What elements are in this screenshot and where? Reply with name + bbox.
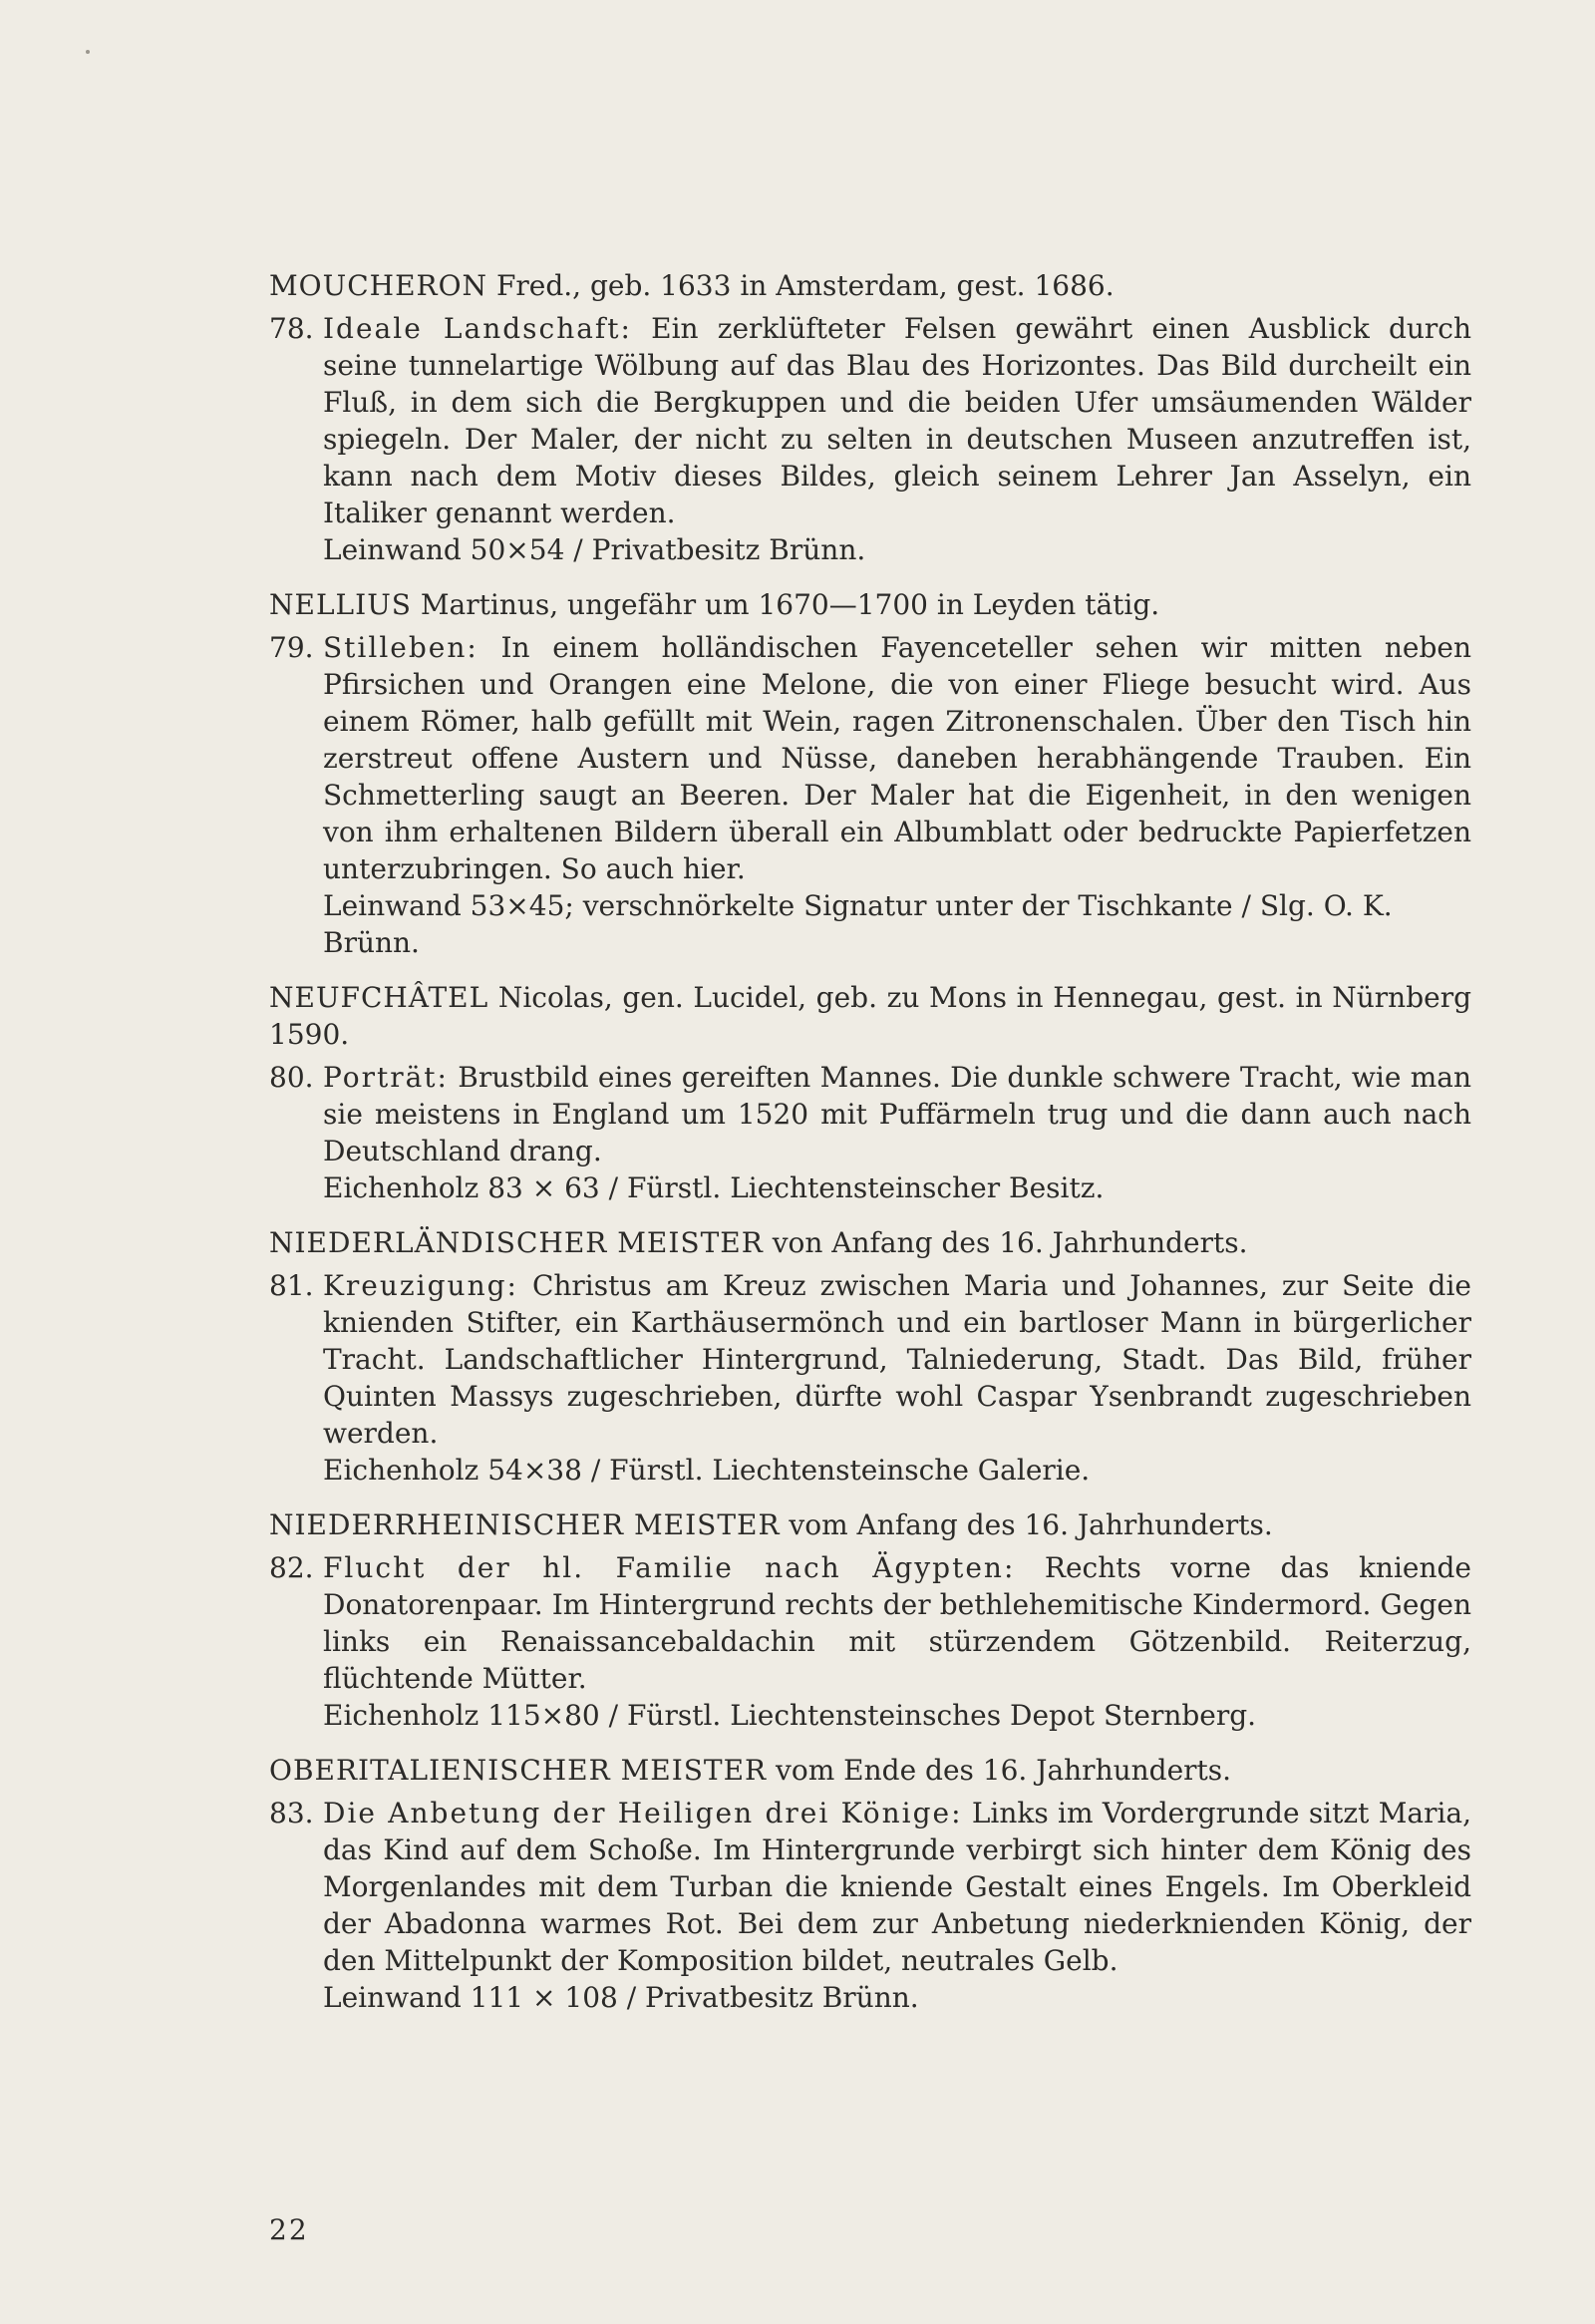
artist-name: MOUCHERON [269,269,488,302]
artist-info: Nicolas, gen. Lucidel, geb. zu Mons in Hennegau, gest. in Nürnberg 1590. [269,981,1471,1051]
artist-heading [269,586,1471,623]
item-title: Kreuzigung: [323,1269,518,1302]
item-description: Ein zerklüfteter Felsen gewährt einen Ausblick durch seine tunnelartige Wölbung auf das Blau des Horizontes. Das Bild durcheilt ein Fluß, in dem sich die Bergkuppen und die beiden Ufer umsäumenden Wälder spiegeln. Der Maler, der nicht zu selten in deutschen Museen anzutreffen ist, kann nach dem Motiv dieses Bildes, gleich seinem Lehrer Jan Asselyn, ein Italiker genannt werden. [323,312,1471,529]
item-title: Ideale Landschaft: [323,312,632,345]
artist-name: NIEDERRHEINISCHER MEISTER [269,1508,781,1541]
artist-name: NIEDERLÄNDISCHER MEISTER [269,1226,764,1259]
item-number: 82. [269,1551,314,1584]
catalog-item [269,629,1471,961]
artist-name: NELLIUS [269,588,412,621]
item-title: Flucht der hl. Familie nach Ägypten: [323,1551,1016,1584]
artist-heading [269,979,1471,1053]
artist-name: NEUFCHÂTEL [269,981,489,1014]
catalog-entry [269,1506,1471,1734]
item-number: 83. [269,1797,314,1829]
item-number: 78. [269,312,314,345]
item-meta: Leinwand 50×54 / Privatbesitz Brünn. [323,533,866,566]
catalog-entry [269,1224,1471,1489]
item-description: Christus am Kreuz zwischen Maria und Johannes, zur Seite die knienden Stifter, ein Karthäusermönch und ein bartloser Mann in bürgerlicher Tracht. Landschaftlicher Hintergrund, Talniederung, Stadt. Das Bild, früher Quinten Massys zugeschrieben, dürfte wohl Caspar Ysenbrandt zugeschrieben werden. [323,1269,1471,1450]
item-description: In einem holländischen Fayenceteller sehen wir mitten neben Pfirsichen und Orangen eine Melone, die von einer Fliege besucht wird. Aus einem Römer, halb gefüllt mit Wein, ragen Zitronenschalen. Über den Tisch hin zerstreut offene Austern und Nüsse, daneben herabhängende Trauben. Ein Schmetterling saugt an Beeren. Der Maler hat die Eigenheit, in den wenigen von ihm erhaltenen Bildern überall ein Albumblatt oder bedruckte Papierfetzen unterzubringen. So auch hier. [323,631,1471,885]
catalog-entry [269,979,1471,1206]
catalog-entry [269,586,1471,961]
catalog-item [269,1795,1471,2016]
item-meta: Leinwand 111 × 108 / Privatbesitz Brünn. [323,1981,919,2014]
item-title: Porträt: [323,1061,449,1094]
artist-name: OBERITALIENISCHER MEISTER [269,1754,768,1787]
artist-info: vom Ende des 16. Jahrhunderts. [767,1754,1232,1787]
item-description: Links im Vordergrunde sitzt Maria, das Kind auf dem Schoße. Im Hintergrunde verbirgt sich hinter dem König des Morgenlandes mit dem Turban die kniende Gestalt eines Engels. Im Oberkleid der Abadonna warmes Rot. Bei dem zur Anbetung niederknienden König, der den Mittelpunkt der Komposition bildet, neutrales Gelb. [323,1797,1471,1977]
item-meta: Leinwand 53×45; verschnörkelte Signatur unter der Tischkante / Slg. O. K. Brünn. [323,889,1393,959]
page-speck [86,50,90,54]
catalog-item [269,1059,1471,1206]
item-number: 79. [269,631,314,664]
catalog-item [269,1267,1471,1489]
catalog-page-content [269,267,1471,2034]
artist-heading [269,1506,1471,1543]
item-meta: Eichenholz 83 × 63 / Fürstl. Liechtensteinscher Besitz. [323,1171,1105,1204]
item-description: Brustbild eines gereiften Mannes. Die dunkle schwere Tracht, wie man sie meistens in England um 1520 mit Puffärmeln trug und die dann auch nach Deutschland drang. [323,1061,1471,1167]
artist-heading [269,267,1471,304]
page-number: 22 [269,2213,309,2246]
item-title: Stilleben: [323,631,478,664]
catalog-entry [269,267,1471,568]
artist-info: Fred., geb. 1633 in Amsterdam, gest. 1686. [487,269,1115,302]
artist-heading [269,1752,1471,1789]
artist-info: von Anfang des 16. Jahrhunderts. [763,1226,1248,1259]
item-number: 80. [269,1061,314,1094]
artist-info: Martinus, ungefähr um 1670—1700 in Leyden tätig. [411,588,1160,621]
item-meta: Eichenholz 54×38 / Fürstl. Liechtensteinsche Galerie. [323,1454,1091,1487]
item-title: Die Anbetung der Heiligen drei Könige: [323,1797,963,1829]
artist-heading [269,1224,1471,1261]
catalog-item [269,310,1471,568]
item-meta: Eichenholz 115×80 / Fürstl. Liechtensteinsches Depot Sternberg. [323,1699,1257,1732]
catalog-item [269,1549,1471,1734]
item-number: 81. [269,1269,314,1302]
catalog-entry [269,1752,1471,2016]
item-description: Rechts vorne das kniende Donatorenpaar. Im Hintergrund rechts der bethlehemitische Kindermord. Gegen links ein Renaissancebaldachin mit stürzendem Götzenbild. Reiterzug, flüchtende Mütter. [323,1551,1472,1695]
artist-info: vom Anfang des 16. Jahrhunderts. [780,1508,1273,1541]
